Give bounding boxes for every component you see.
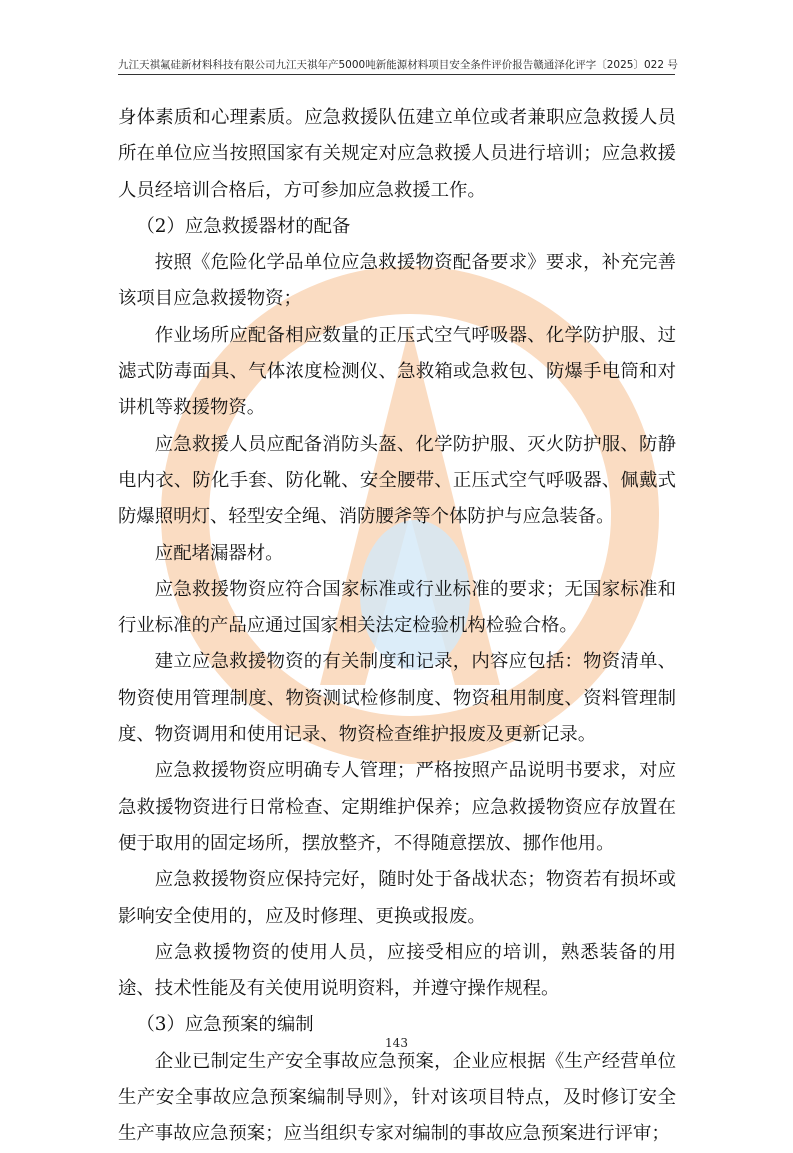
page-number: 143 — [385, 1036, 408, 1050]
paragraph: 应急救援物资应保持完好，随时处于备战状态；物资若有损坏或影响安全使用的，应及时修理、更换或报废。 — [118, 869, 676, 927]
header-report-number: 赣通泽化评字〔2025〕022 号 — [533, 59, 678, 71]
page-header — [118, 54, 678, 75]
paragraph-continuation: 身体素质和心理素质。应急救援队伍建立单位或者兼职应急救援人员所在单位应当按照国家有关规定对应急救援人员进行培训；应急救援人员经培训合格后，方可参加应急救援工作。 — [118, 107, 676, 201]
paragraph: 作业场所应配备相应数量的正压式空气呼吸器、化学防护服、过滤式防毒面具、气体浓度检测仪、急救箱或急救包、防爆手电筒和对讲机等救援物资。 — [118, 324, 676, 419]
paragraph: 建立应急救援物资的有关制度和记录，内容应包括：物资清单、物资使用管理制度、物资测试检修制度、物资租用制度、资料管理制度、物资调用和使用记录、物资检查维护报废及更新记录。 — [118, 651, 676, 746]
paragraph: 应配堵漏器材。 — [154, 542, 284, 564]
section-heading-plan: （3）应急预案的编制 — [136, 1014, 314, 1036]
paragraph: 企业已制定生产安全事故应急预案，企业应根据《生产经营单位生产安全事故应急预案编制导则》，针对该项目特点，及时修订安全生产事故应急预案；应当组织专家对编制的事故应急预案进行评审； — [118, 1050, 676, 1145]
section-heading-equipment: （2）应急救援器材的配备 — [136, 215, 351, 237]
header-report-title: 九江天祺氟硅新材料科技有限公司九江天祺年产5000吨新能源材料项目安全条件评价报告 — [118, 59, 534, 71]
document-body — [118, 100, 676, 1153]
paragraph: 应急救援物资的使用人员，应接受相应的培训，熟悉装备的用途、技术性能及有关使用说明资料，并遵守操作规程。 — [118, 941, 676, 1000]
paragraph: 应急救援物资应明确专人管理；严格按照产品说明书要求，对应急救援物资进行日常检查、定期维护保养；应急救援物资应存放置在便于取用的固定场所，摆放整齐，不得随意摆放、挪作他用。 — [118, 760, 676, 854]
paragraph: 应急救援人员应配备消防头盔、化学防护服、灭火防护服、防静电内衣、防化手套、防化靴、安全腰带、正压式空气呼吸器、佩戴式防爆照明灯、轻型安全绳、消防腰斧等个体防护与应急装备。 — [118, 433, 676, 528]
paragraph: 按照《危险化学品单位应急救援物资配备要求》要求，补充完善该项目应急救援物资； — [118, 252, 676, 310]
paragraph: 应急救援物资应符合国家标准或行业标准的要求；无国家标准和行业标准的产品应通过国家相关法定检验机构检验合格。 — [118, 578, 676, 637]
